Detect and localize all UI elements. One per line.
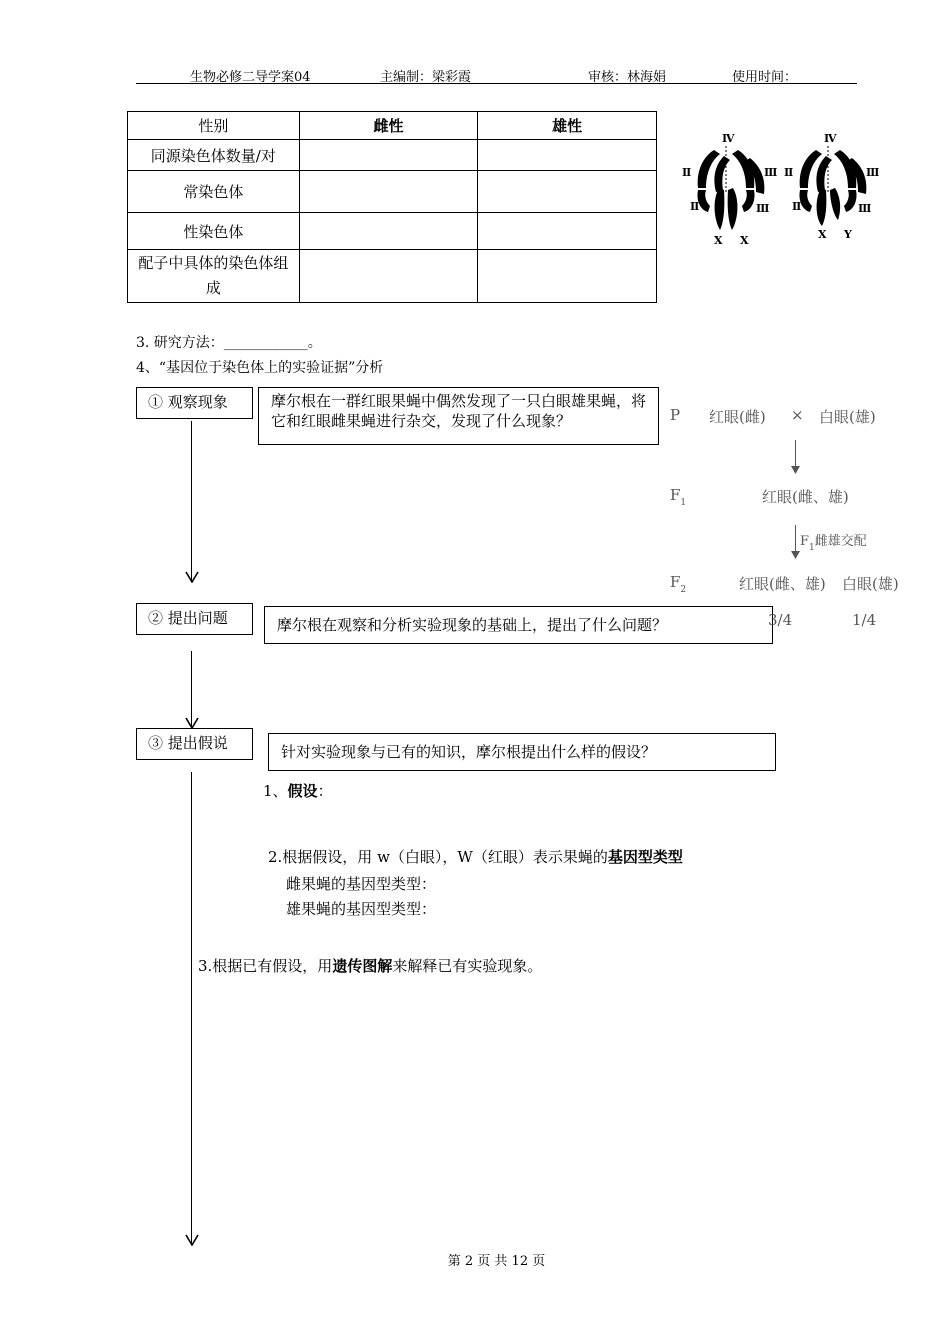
- cross-f1-result: 红眼(雌、雄): [762, 488, 849, 506]
- svg-text:Ⅱ: Ⅱ: [682, 166, 692, 179]
- flow-line: [191, 651, 192, 727]
- row-label: 配子中具体的染色体组成: [128, 250, 300, 303]
- answer-cell[interactable]: [299, 171, 478, 213]
- row-label: 常染色体: [128, 171, 300, 213]
- svg-text:Ⅲ: Ⅲ: [866, 166, 880, 179]
- section-3-research-method: 3. 研究方法：____________。: [136, 335, 322, 351]
- header-cell-male: 雄性: [478, 112, 657, 140]
- answer-cell[interactable]: [478, 171, 657, 213]
- cross-f1-label: $F_1$: [670, 486, 687, 508]
- row-label: 同源染色体数量/对: [128, 140, 300, 171]
- cross-arrow-head-icon: [791, 466, 800, 474]
- cross-p-label: P: [670, 406, 681, 424]
- answer-cell[interactable]: [299, 140, 478, 171]
- page-footer: 第 2 页 共 12 页: [447, 1254, 546, 1269]
- cross-f2-red: 红眼(雌、雄): [739, 575, 826, 593]
- hypothesis-item-1: 1、假设：: [263, 782, 333, 800]
- step-observe-question: 摩尔根在一群红眼果蝇中偶然发现了一只白眼雄果蝇，将它和红眼雌果蝇进行杂交，发现了什么现象？: [258, 387, 659, 445]
- table-row: [128, 171, 657, 213]
- section-4-title: 4、“基因位于染色体上的实验证据”分析: [136, 360, 384, 376]
- svg-text:Ⅳ: Ⅳ: [722, 132, 735, 145]
- male-genotype-prompt: 雄果蝇的基因型类型：: [286, 900, 437, 918]
- down-arrow-icon: [185, 717, 199, 729]
- answer-cell[interactable]: [299, 213, 478, 250]
- table-row: [128, 140, 657, 171]
- down-arrow-icon: [185, 571, 199, 583]
- svg-text:X: X: [740, 234, 749, 247]
- svg-text:Ⅲ: Ⅲ: [858, 202, 872, 215]
- cross-f2-white: 白眼(雄): [842, 575, 899, 593]
- female-karyotype: [682, 132, 777, 247]
- cross-p-male: 白眼(雄): [819, 408, 876, 426]
- flow-line: [191, 421, 192, 581]
- header-editor: 主编制：梁彩霞: [380, 70, 472, 85]
- header-reviewer: 审核：林海娟: [588, 70, 667, 85]
- header-use-time: 使用时间：: [732, 70, 798, 85]
- step-question-question: 摩尔根在观察和分析实验现象的基础上，提出了什么问题？: [264, 606, 773, 644]
- cross-p-female: 红眼(雌): [709, 408, 766, 426]
- cross-arrow-head-icon: [791, 551, 800, 559]
- hypothesis-item-3: 3.根据已有假设，用遗传图解来解释已有实验现象。: [198, 957, 543, 975]
- svg-text:Ⅳ: Ⅳ: [824, 132, 837, 145]
- male-karyotype: [784, 132, 879, 241]
- svg-text:Ⅱ: Ⅱ: [690, 200, 700, 213]
- answer-cell[interactable]: [478, 213, 657, 250]
- svg-text:Y: Y: [844, 228, 852, 241]
- karyotype-illustration: [676, 128, 886, 250]
- sex-chromosome-table: [127, 111, 657, 303]
- svg-text:Ⅲ: Ⅲ: [764, 166, 778, 179]
- svg-text:Ⅱ: Ⅱ: [784, 166, 794, 179]
- cross-f1-mating: $F_1$雌雄交配: [800, 534, 867, 553]
- cross-ratio-red: 3/4: [768, 611, 793, 629]
- svg-text:Ⅲ: Ⅲ: [756, 202, 770, 215]
- answer-cell[interactable]: [478, 140, 657, 171]
- row-label: 性染色体: [128, 213, 300, 250]
- cross-times: ×: [791, 406, 804, 424]
- female-genotype-prompt: 雌果蝇的基因型类型：: [286, 875, 437, 893]
- down-arrow-icon: [185, 1234, 199, 1246]
- svg-text:X: X: [714, 234, 723, 247]
- svg-text:Ⅱ: Ⅱ: [792, 200, 802, 213]
- step-observe-box: ① 观察现象: [136, 387, 253, 419]
- header-cell-female: 雌性: [299, 112, 478, 140]
- table-header-row: [128, 112, 657, 140]
- svg-text:X: X: [818, 228, 827, 241]
- cross-f2-label: $F_2$: [670, 573, 687, 595]
- table-row: [128, 213, 657, 250]
- step-hypothesis-question: 针对实验现象与已有的知识，摩尔根提出什么样的假设？: [268, 733, 776, 771]
- header-cell-sex: 性别: [128, 112, 300, 140]
- header-course: 生物必修二导学案04: [190, 70, 311, 85]
- answer-cell[interactable]: [478, 250, 657, 303]
- hypothesis-item-2: 2.根据假设，用 w（白眼），W（红眼）表示果蝇的基因型类型: [268, 848, 683, 866]
- flow-line: [191, 772, 192, 1244]
- step-hypothesis-box: ③ 提出假说: [136, 728, 253, 760]
- step-question-box: ② 提出问题: [136, 603, 253, 635]
- header-rule: [136, 83, 857, 84]
- answer-cell[interactable]: [299, 250, 478, 303]
- table-row: [128, 250, 657, 303]
- cross-ratio-white: 1/4: [852, 611, 877, 629]
